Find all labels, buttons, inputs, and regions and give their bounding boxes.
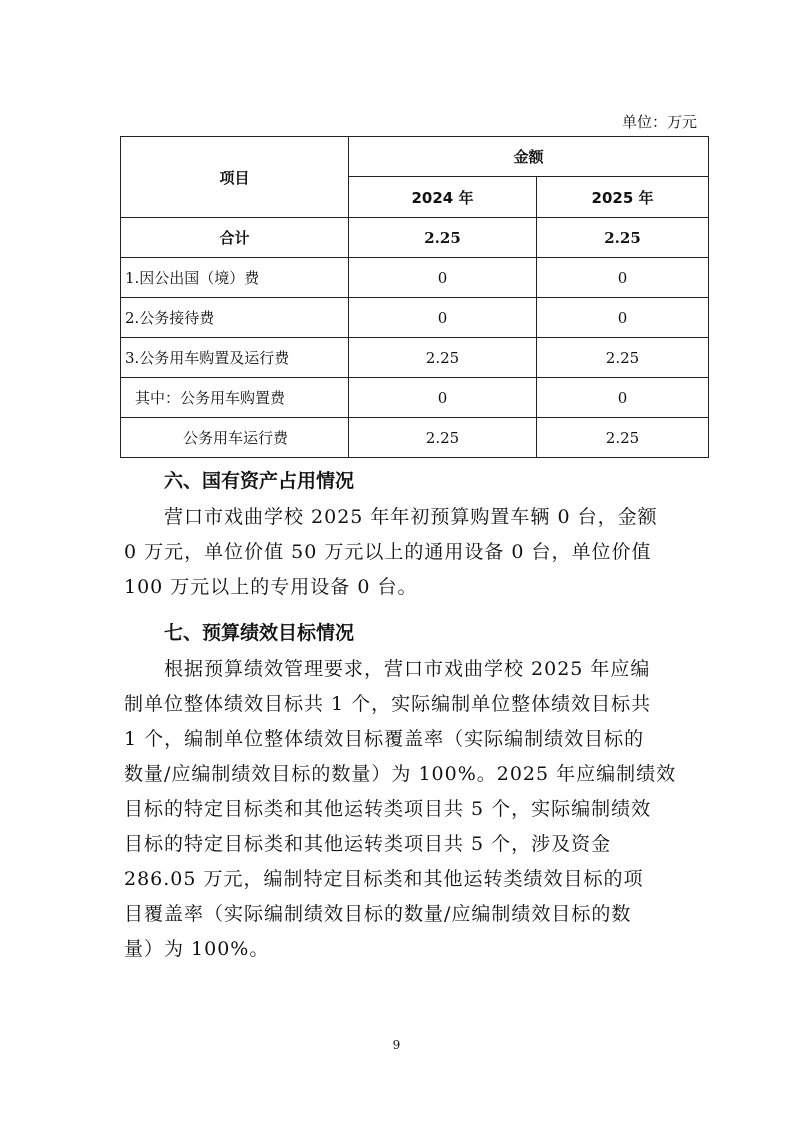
table-row <box>121 258 709 298</box>
cell-2025: 2.25 <box>537 338 709 378</box>
table-row <box>121 378 709 418</box>
header-year-2025: 2025 年 <box>537 177 709 218</box>
paragraph-line: 1 个，编制单位整体绩效目标覆盖率（实际编制绩效目标的 <box>124 728 645 750</box>
cell-2024: 0 <box>349 258 537 298</box>
section-heading-performance: 七、预算绩效目标情况 <box>164 622 355 644</box>
section-paragraph-performance <box>124 652 684 967</box>
table-header-row <box>121 137 709 177</box>
cell-2024: 2.25 <box>349 338 537 378</box>
paragraph-line: 数量/应编制绩效目标的数量）为 100%。2025 年应编制绩效 <box>124 763 677 785</box>
header-year-2024: 2024 年 <box>349 177 537 218</box>
paragraph-line: 根据预算绩效管理要求，营口市戏曲学校 2025 年应编 <box>164 658 651 680</box>
cell-2024: 0 <box>349 378 537 418</box>
paragraph-line: 286.05 万元，编制特定目标类和其他运转类绩效目标的项 <box>124 868 644 890</box>
header-item: 项目 <box>121 137 349 218</box>
cell-2025: 0 <box>537 298 709 338</box>
row-label: 合计 <box>121 218 349 258</box>
row-label: 3.公务用车购置及运行费 <box>121 338 349 378</box>
paragraph-line: 量）为 100%。 <box>124 938 270 960</box>
table-row <box>121 418 709 458</box>
cell-2025: 0 <box>537 258 709 298</box>
unit-label: 单位：万元 <box>621 113 697 131</box>
row-label: 公务用车运行费 <box>121 418 349 458</box>
page-number: 9 <box>392 1038 401 1052</box>
paragraph-line: 制单位整体绩效目标共 1 个，实际编制单位整体绩效目标共 <box>124 693 652 715</box>
cell-2025: 2.25 <box>537 218 709 258</box>
paragraph-line: 营口市戏曲学校 2025 年年初预算购置车辆 0 台，金额 <box>164 506 658 528</box>
cell-2025: 2.25 <box>537 418 709 458</box>
row-label: 其中：公务用车购置费 <box>121 378 349 418</box>
paragraph-line: 100 万元以上的专用设备 0 台。 <box>124 576 418 598</box>
section-paragraph-assets <box>124 500 684 605</box>
cell-2024: 0 <box>349 298 537 338</box>
paragraph-line: 0 万元，单位价值 50 万元以上的通用设备 0 台，单位价值 <box>124 541 652 563</box>
cell-2025: 0 <box>537 378 709 418</box>
table-row-total <box>121 218 709 258</box>
cell-2024: 2.25 <box>349 218 537 258</box>
paragraph-line: 目覆盖率（实际编制绩效目标的数量/应编制绩效目标的数 <box>124 903 632 925</box>
section-heading-assets: 六、国有资产占用情况 <box>164 470 355 492</box>
table-row <box>121 298 709 338</box>
table-row <box>121 338 709 378</box>
row-label: 1.因公出国（境）费 <box>121 258 349 298</box>
row-label: 2.公务接待费 <box>121 298 349 338</box>
paragraph-line: 目标的特定目标类和其他运转类项目共 5 个，涉及资金 <box>124 833 612 855</box>
budget-table <box>120 136 709 458</box>
paragraph-line: 目标的特定目标类和其他运转类项目共 5 个，实际编制绩效 <box>124 798 652 820</box>
header-amount: 金额 <box>349 137 709 177</box>
cell-2024: 2.25 <box>349 418 537 458</box>
